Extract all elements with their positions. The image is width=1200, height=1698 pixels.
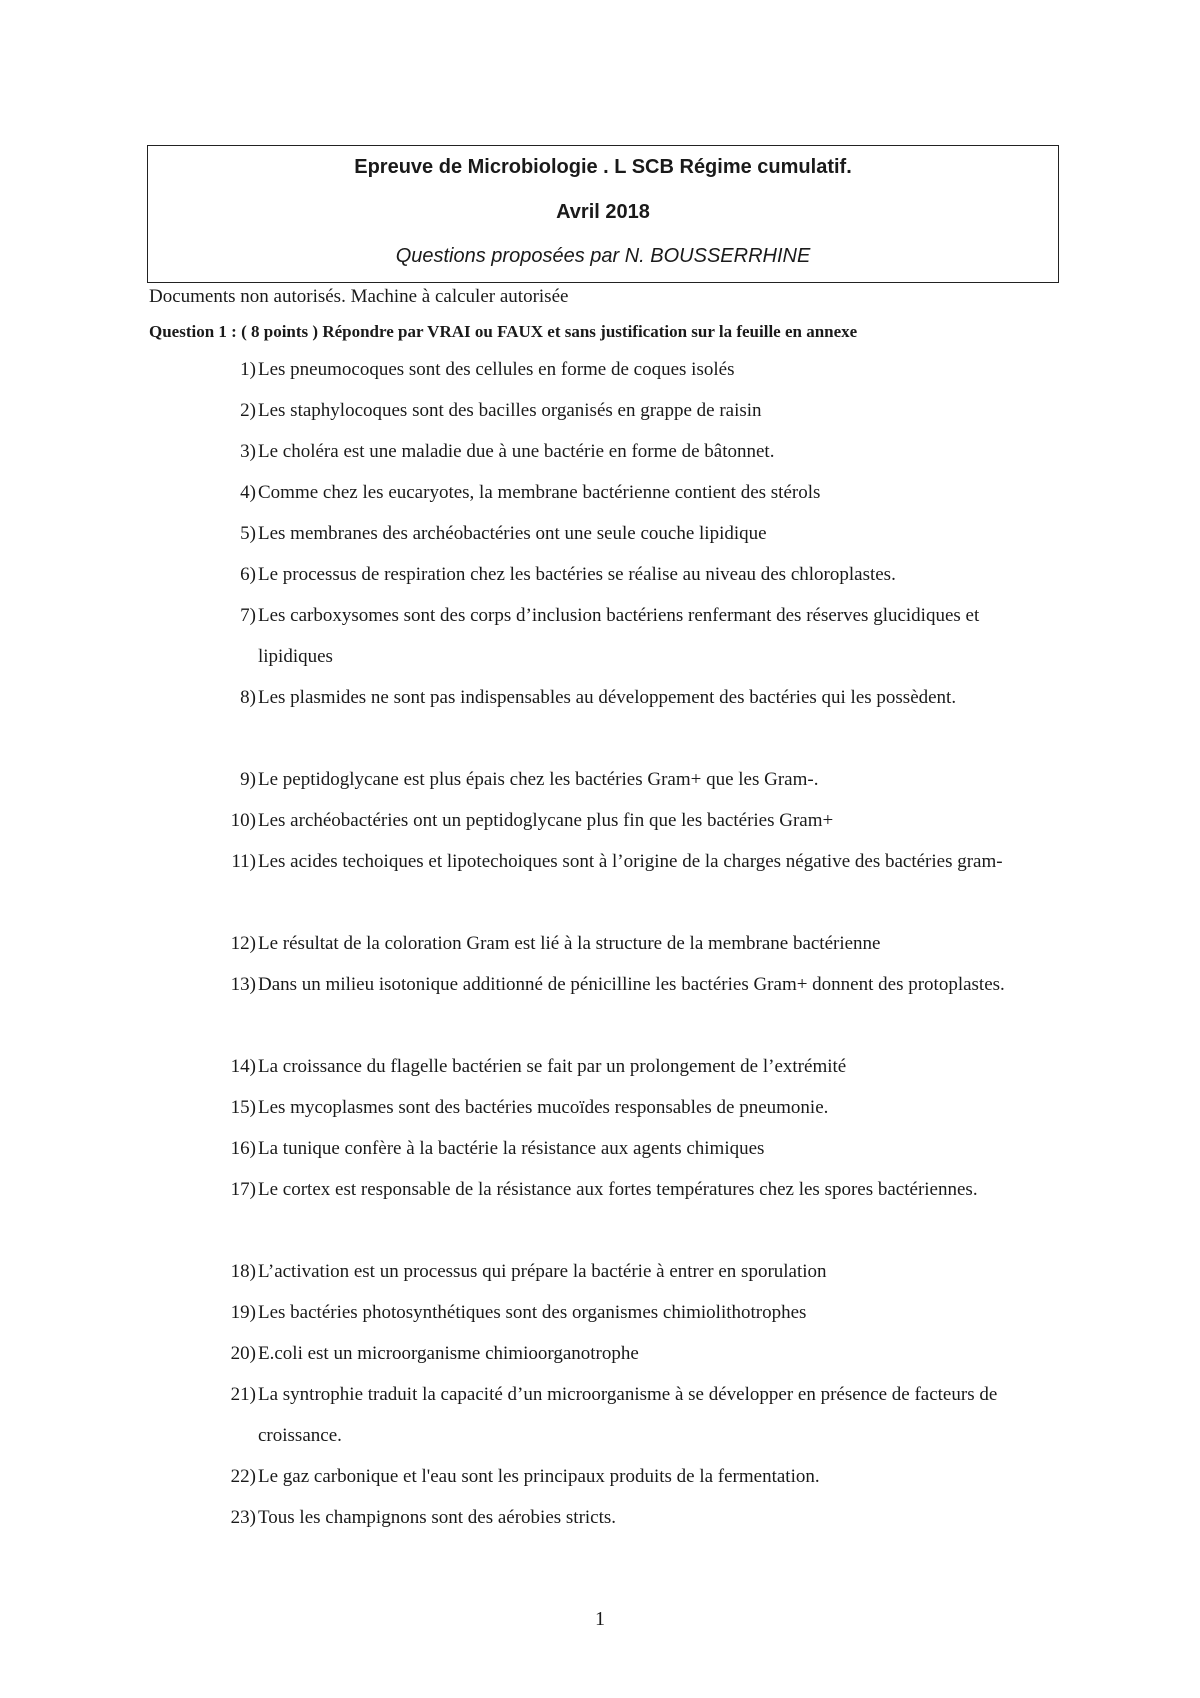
item-text: Les acides techoiques et lipotechoiques sont à l’origine de la charges négative des bactéries gram- — [258, 851, 1003, 872]
exam-author: Questions proposées par N. BOUSSERRHINE — [395, 245, 811, 267]
item-number: 18) — [230, 1261, 256, 1282]
item-text: Les carboxysomes sont des corps d’inclusion bactériens renfermant des réserves glucidiques et lipidiques — [258, 605, 980, 667]
item-text: Comme chez les eucaryotes, la membrane bactérienne contient des stérols — [258, 482, 821, 503]
exam-title: Epreuve de Microbiologie . L SCB Régime cumulatif. — [354, 156, 852, 178]
item-text: Le cortex est responsable de la résistance aux fortes températures chez les spores bactériennes. — [258, 1179, 978, 1200]
item-text: La croissance du flagelle bactérien se fait par un prolongement de l’extrémité — [258, 1056, 847, 1077]
item-number: 8) — [240, 687, 256, 708]
item-text: Le choléra est une maladie due à une bactérie en forme de bâtonnet. — [258, 441, 775, 462]
item-text: Les pneumocoques sont des cellules en forme de coques isolés — [258, 359, 735, 380]
item-number: 10) — [230, 810, 256, 831]
item-text: Le processus de respiration chez les bactéries se réalise au niveau des chloroplastes. — [258, 564, 896, 585]
item-number: 4) — [240, 482, 256, 503]
item-text: Tous les champignons sont des aérobies stricts. — [258, 1507, 617, 1528]
item-text: Les bactéries photosynthétiques sont des organismes chimiolithotrophes — [258, 1302, 807, 1323]
item-number: 11) — [231, 851, 256, 872]
item-text: La syntrophie traduit la capacité d’un microorganisme à se développer en présence de facteurs de croissance. — [258, 1384, 998, 1446]
item-text: Les archéobactéries ont un peptidoglycane plus fin que les bactéries Gram+ — [258, 810, 834, 831]
item-text: Les membranes des archéobactéries ont une seule couche lipidique — [258, 523, 767, 544]
item-number: 9) — [240, 769, 256, 790]
item-number: 12) — [230, 933, 256, 954]
item-number: 2) — [240, 400, 256, 421]
item-text: E.coli est un microorganisme chimioorganotrophe — [258, 1343, 639, 1364]
question-heading: Question 1 : ( 8 points ) Répondre par VRAI ou FAUX et sans justification sur la feuille en annexe — [149, 322, 858, 341]
item-number: 20) — [230, 1343, 256, 1364]
item-number: 15) — [230, 1097, 256, 1118]
item-text: Les mycoplasmes sont des bactéries mucoïdes responsables de pneumonie. — [258, 1097, 829, 1118]
item-number: 16) — [230, 1138, 256, 1159]
item-number: 23) — [230, 1507, 256, 1528]
item-number: 5) — [240, 523, 256, 544]
page-number: 1 — [595, 1608, 605, 1630]
item-number: 22) — [230, 1466, 256, 1487]
item-number: 6) — [240, 564, 256, 585]
item-text: Dans un milieu isotonique additionné de pénicilline les bactéries Gram+ donnent des protoplastes. — [258, 974, 1005, 995]
item-text: Les staphylocoques sont des bacilles organisés en grappe de raisin — [258, 400, 762, 421]
item-number: 3) — [240, 441, 256, 462]
item-number: 17) — [230, 1179, 256, 1200]
item-text: Les plasmides ne sont pas indispensables au développement des bactéries qui les possèdent. — [258, 687, 957, 708]
item-text: Le peptidoglycane est plus épais chez les bactéries Gram+ que les Gram-. — [258, 769, 819, 790]
exam-date: Avril 2018 — [556, 201, 650, 223]
item-number: 7) — [240, 605, 256, 626]
item-number: 1) — [240, 359, 256, 380]
item-text: Le gaz carbonique et l'eau sont les principaux produits de la fermentation. — [258, 1466, 820, 1487]
item-number: 14) — [230, 1056, 256, 1077]
item-text: L’activation est un processus qui prépare la bactérie à entrer en sporulation — [258, 1261, 827, 1282]
item-text: Le résultat de la coloration Gram est lié à la structure de la membrane bactérienne — [258, 933, 881, 954]
item-number: 19) — [230, 1302, 256, 1323]
item-text: La tunique confère à la bactérie la résistance aux agents chimiques — [258, 1138, 765, 1159]
item-number: 21) — [230, 1384, 256, 1405]
item-number: 13) — [230, 974, 256, 995]
exam-notice: Documents non autorisés. Machine à calculer autorisée — [149, 286, 569, 307]
